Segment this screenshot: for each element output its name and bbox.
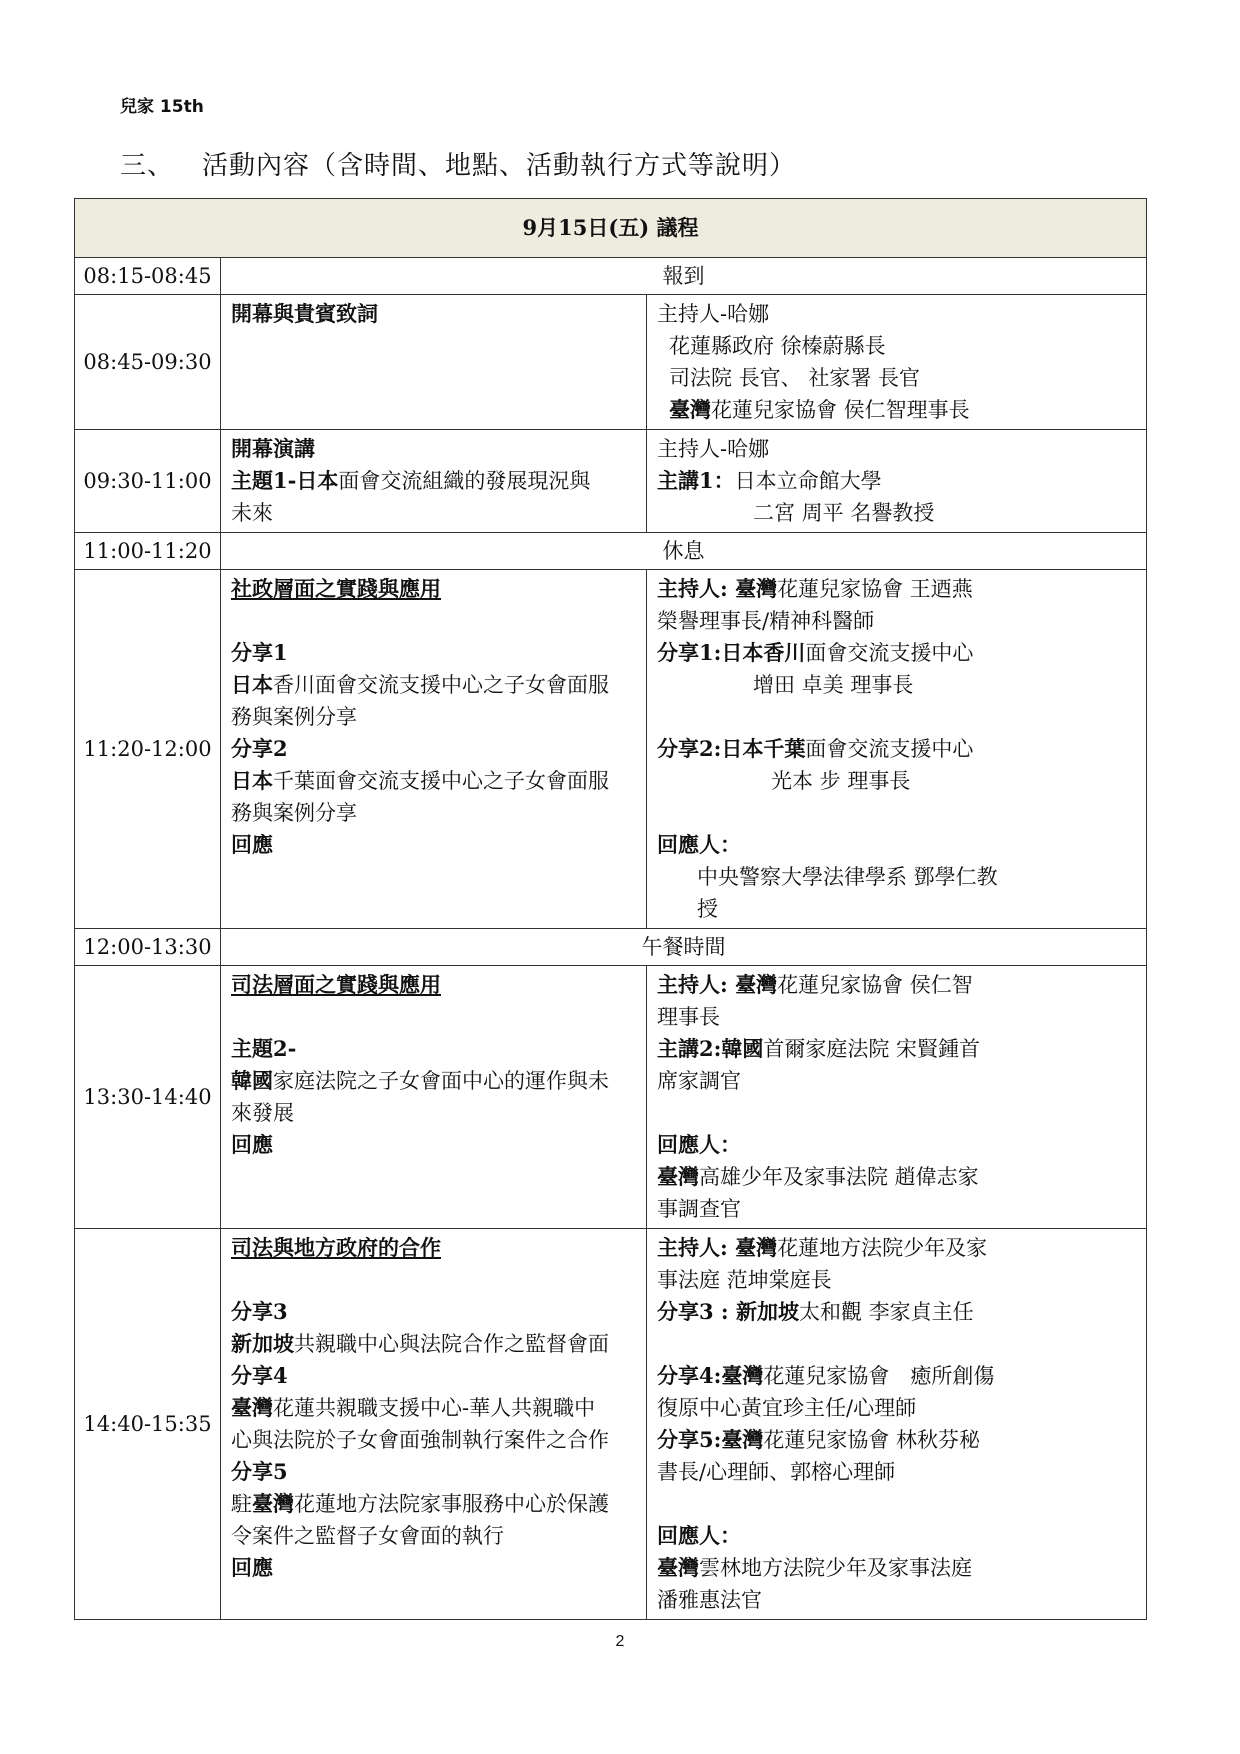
agenda-table — [74, 198, 1147, 1620]
response-label: 回應人： — [657, 1132, 741, 1157]
response-line: 潘雅惠法官 — [657, 1588, 762, 1612]
time-cell: 13:30-14:40 — [75, 966, 221, 1229]
table-row — [75, 430, 1147, 533]
host-cell — [647, 570, 1147, 929]
spacer — [657, 1488, 1136, 1520]
session-cell — [221, 966, 647, 1229]
response-line: 臺灣雲林地方法院少年及家事法庭 — [657, 1555, 972, 1580]
guest-line: 臺灣花蓮兒家協會 侯仁智理事長 — [669, 397, 970, 422]
share-line: 心與法院於子女會面強制執行案件之合作 — [231, 1428, 609, 1452]
session-merged-cell: 休息 — [221, 533, 1147, 570]
share-line: 分享4:臺灣花蓮兒家協會 癒所創傷 — [657, 1363, 995, 1388]
session-heading: 司法層面之實踐與應用 — [231, 972, 441, 997]
table-row — [75, 533, 1147, 570]
spacer — [657, 701, 1136, 733]
host-line: 主持人: 臺灣花蓮兒家協會 侯仁智 — [657, 972, 973, 997]
document-header-tag: 兒家 15th — [120, 97, 204, 117]
share-line: 令案件之監督子女會面的執行 — [231, 1524, 504, 1548]
share-label: 分享2 — [231, 736, 288, 761]
section-title-text: 活動內容（含時間、地點、活動執行方式等說明） — [202, 151, 797, 181]
agenda-title-row — [75, 199, 1147, 258]
table-row — [75, 929, 1147, 966]
table-row — [75, 966, 1147, 1229]
session-cell — [221, 430, 647, 533]
speaker-name: 二宮 周平 名譽教授 — [753, 501, 935, 525]
speaker-name: 增田 卓美 理事長 — [753, 673, 914, 697]
share-line: 務與案例分享 — [231, 705, 357, 729]
response-line: 臺灣高雄少年及家事法院 趙偉志家 — [657, 1164, 979, 1189]
host-cell — [647, 1229, 1147, 1620]
share-line: 書長/心理師、郭榕心理師 — [657, 1460, 896, 1484]
host-line: 榮譽理事長/精神科醫師 — [657, 609, 875, 633]
spacer — [231, 1161, 636, 1193]
host-line: 主持人-哈娜 — [657, 302, 770, 326]
session-merged-cell: 報到 — [221, 258, 1147, 295]
table-row — [75, 258, 1147, 295]
share-label: 分享3 — [231, 1299, 288, 1324]
speaker-line: 主講1：日本立命館大學 — [657, 468, 882, 493]
share-line: 分享1:日本香川面會交流支援中心 — [657, 640, 974, 665]
time-cell: 14:40-15:35 — [75, 1229, 221, 1620]
response-line: 授 — [697, 897, 718, 921]
response-line: 中央警察大學法律學系 鄧學仁教 — [697, 865, 998, 889]
session-merged-cell: 午餐時間 — [221, 929, 1147, 966]
session-heading: 開幕與貴賓致詞 — [231, 301, 378, 326]
host-line: 理事長 — [657, 1005, 720, 1029]
spacer — [231, 1001, 636, 1033]
time-cell: 09:30-11:00 — [75, 430, 221, 533]
session-heading: 社政層面之實踐與應用 — [231, 576, 441, 601]
response-label: 回應人： — [657, 1523, 741, 1548]
response-label: 回應 — [231, 1132, 273, 1157]
time-cell: 08:15-08:45 — [75, 258, 221, 295]
spacer — [657, 1328, 1136, 1360]
topic-label: 主題2- — [231, 1036, 297, 1061]
response-label: 回應人： — [657, 832, 741, 857]
spacer — [231, 1193, 636, 1225]
table-row — [75, 1229, 1147, 1620]
topic-line: 主題1-日本面會交流組織的發展現況與 — [231, 468, 591, 493]
topic-line: 來發展 — [231, 1101, 294, 1125]
share-line: 分享5:臺灣花蓮兒家協會 林秋芬秘 — [657, 1427, 981, 1452]
share-label: 分享5 — [231, 1459, 288, 1484]
session-cell — [221, 295, 647, 430]
share-label: 分享4 — [231, 1363, 288, 1388]
section-title — [120, 145, 796, 182]
response-label: 回應 — [231, 1555, 273, 1580]
table-row — [75, 570, 1147, 929]
agenda-title: 9月15日(五) 議程 — [75, 199, 1147, 258]
topic-line: 韓國家庭法院之子女會面中心的運作與未 — [231, 1068, 609, 1093]
table-row — [75, 295, 1147, 430]
speaker-line: 席家調官 — [657, 1069, 741, 1093]
host-line: 主持人: 臺灣花蓮地方法院少年及家 — [657, 1235, 988, 1260]
topic-line: 未來 — [231, 501, 273, 525]
share-line: 日本香川面會交流支援中心之子女會面服 — [231, 672, 609, 697]
host-line: 主持人: 臺灣花蓮兒家協會 王迺燕 — [657, 576, 973, 601]
time-cell: 11:20-12:00 — [75, 570, 221, 929]
share-line: 日本千葉面會交流支援中心之子女會面服 — [231, 768, 609, 793]
section-number: 三、 — [120, 151, 175, 181]
spacer — [231, 605, 636, 637]
speaker-line: 主講2:韓國首爾家庭法院 宋賢鍾首 — [657, 1036, 981, 1061]
share-line: 臺灣花蓮共親職支援中心-華人共親職中 — [231, 1395, 596, 1420]
share-line: 分享3 : 新加坡太和觀 李家貞主任 — [657, 1299, 974, 1324]
host-line: 主持人-哈娜 — [657, 437, 770, 461]
share-line: 復原中心黃宜珍主任/心理師 — [657, 1396, 917, 1420]
share-line: 駐臺灣花蓮地方法院家事服務中心於保護 — [231, 1491, 609, 1516]
response-label: 回應 — [231, 832, 273, 857]
session-heading: 開幕演講 — [231, 436, 315, 461]
host-cell — [647, 430, 1147, 533]
spacer — [231, 1584, 636, 1616]
share-line: 分享2:日本千葉面會交流支援中心 — [657, 736, 974, 761]
host-cell — [647, 966, 1147, 1229]
guest-line: 花蓮縣政府 徐榛蔚縣長 — [669, 334, 886, 358]
guest-line: 司法院 長官、 社家署 長官 — [669, 366, 921, 390]
share-line: 務與案例分享 — [231, 801, 357, 825]
response-line: 事調查官 — [657, 1197, 741, 1221]
page-number: 2 — [615, 1633, 625, 1650]
time-cell: 12:00-13:30 — [75, 929, 221, 966]
time-cell: 08:45-09:30 — [75, 295, 221, 430]
host-cell — [647, 295, 1147, 430]
spacer — [231, 1264, 636, 1296]
share-label: 分享1 — [231, 640, 288, 665]
share-line: 新加坡共親職中心與法院合作之監督會面 — [231, 1331, 609, 1356]
spacer — [657, 797, 1136, 829]
speaker-name: 光本 步 理事長 — [771, 769, 911, 793]
time-cell: 11:00-11:20 — [75, 533, 221, 570]
session-heading: 司法與地方政府的合作 — [231, 1235, 441, 1260]
session-cell — [221, 1229, 647, 1620]
host-line: 事法庭 范坤棠庭長 — [657, 1268, 832, 1292]
spacer — [657, 1097, 1136, 1129]
session-cell — [221, 570, 647, 929]
